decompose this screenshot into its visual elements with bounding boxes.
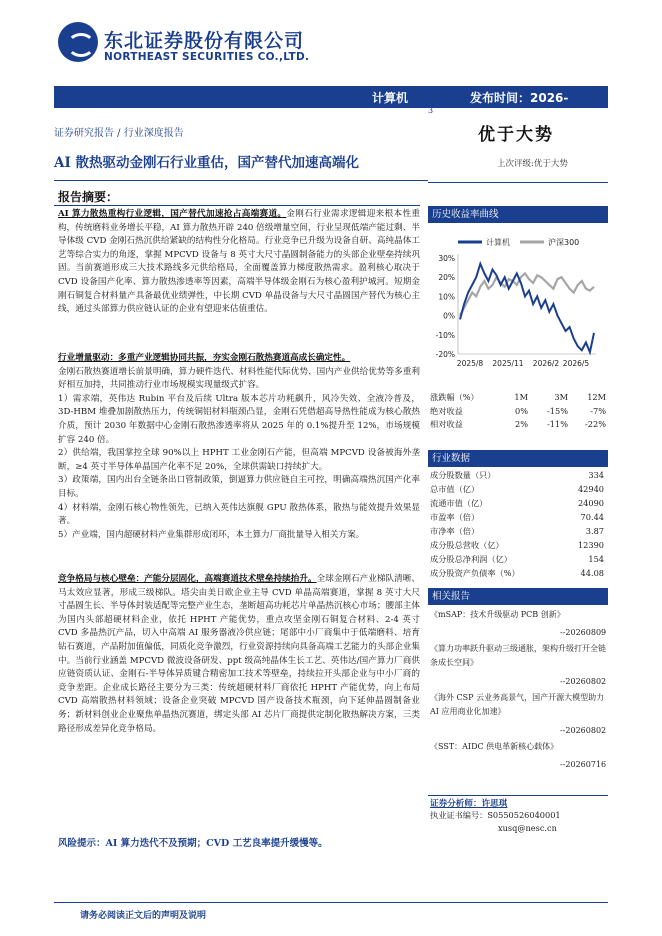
divider — [54, 205, 420, 206]
list-item: 3）政策端，国内出台全链条出口管制政策，倒逼算力供应链自主可控，明确高端热沉国产化率目标。 — [58, 475, 420, 499]
divider — [428, 182, 608, 183]
paragraph-lead: 竞争格局与核心壁垒：产能分层固化，高端赛道技术壁垒持续抬升。 — [58, 574, 317, 584]
related-report-date: --20260802 — [560, 726, 607, 735]
paragraph-body: 金刚石行业需求逻辑迎来根本性重构，传统磨料业务增长平稳，AI 算力散热开辟 240 倍级增量空间，行业呈现低端产能过剩、半导体级 CVD 金刚石热沉供给紧缺的结构性分化格局。行业竞争已升级为设备自研、高纯晶体工艺等综合实力的角逐，掌握 MPCVD 设备与 8 英寸大尺寸晶圆制备能力的头部企业壁垒持续巩固。当前赛道形成三大技术路线多元供给格局，全面覆盖算力梯度散热需求。盈利核心取决于 CVD 设备国产化率、算力散热渗透率等因素，高端半导体级金刚石为核心盈利护城河。短期金刚石铜复合材料量产具备最优业绩弹性，中长期 CVD 单晶设备与大尺寸晶圆国产替代为核心主线，通过头部算力供应链认证的企业有望迎来估值重估。 — [58, 209, 420, 315]
divider — [54, 902, 608, 903]
related-report-date: --20260802 — [560, 677, 607, 686]
divider — [54, 180, 428, 181]
related-report-date: --20260716 — [560, 760, 607, 769]
previous-rating: 上次评级:优于大势 — [497, 159, 568, 169]
paragraph-body: 全球金刚石产业梯队清晰、马太效应显著，形成三级梯队。塔尖由美日欧企业主导 CVD 单晶高端赛道，掌握 8 英寸大尺寸晶圆生长、半导体封装适配等完整产业生态，垄断超高功耗芯片单晶热沉核心市场；腰部主体为国内头部超硬材料企业，依托 HPHT 产能优势，重点攻坚金刚石铜复合材料、2-4 英寸 CVD 多晶热沉产品，切入中高端 AI 服务器液冷供应链；尾部中小厂商集中于低端磨料、培育钻石赛道，产品附加值偏低，同质化竞争激烈，行业资源持续向具备高端工艺能力的头部企业集中。当前行业涵盖 MPCVD 微波设备研发、ppt 级高纯晶体生长工艺、英伟达/国产算力厂商供应链资质认证、金刚石-半导体异质键合精密加工技术等壁垒，持续拉开头部企业与中小厂商的竞争差距。企业成长路径主要分为三类：传统超硬材料厂商依托 HPHT 产能优势，向上布局 CVD 高端散热材料领域；设备企业突破 MPCVD 国产设备技术瓶颈，向下延伸晶圆制备业务；新材料创业企业聚焦单晶热沉赛道，绑定头部 AI 芯片厂商提供定制化散热解决方案，三类路径形成差异化竞争格局。 — [58, 574, 420, 734]
perf-header-period: 12M — [587, 392, 606, 402]
analyst-name: 证券分析师：许思琪 — [430, 799, 508, 809]
performance-header: 历史收益率曲线 — [428, 206, 608, 223]
industry-label: 成分股资产负债率（%） — [430, 568, 520, 578]
industry-label: 成分股数量（只） — [430, 470, 496, 480]
related-header: 相关报告 — [428, 588, 608, 605]
list-item: 1）需求端，英伟达 Rubin 平台及后续 Ultra 版本芯片功耗飙升，风冷失效、全液冷普及，3D-HBM 堆叠加剧散热压力，传统铜铝材料瓶颈凸显，金刚石凭借超高导热性能成为核心散热介质，预计 2030 年数据中心金刚石散热渗透率将从 2025 年的 0.1%提升至 12%，市场规模扩容 240 倍。 — [58, 393, 420, 445]
perf-row-label: 绝对收益 — [430, 406, 463, 416]
industry-label: 流通市值（亿） — [430, 498, 488, 508]
related-report-link[interactable]: 《mSAP：技术升级驱动 PCB 创新》 — [430, 610, 565, 619]
paragraph-body: 金刚石散热赛道增长前景明确，算力硬件迭代、材料性能代际优势、国内产业供给优势等多重利好相互加持，共同推动行业市场规模实现量级式扩容。 — [58, 366, 420, 391]
summary-paragraph-1 — [58, 208, 420, 317]
perf-cell: -11% — [547, 419, 568, 429]
stray-digit: 3 — [428, 106, 434, 115]
list-item: 5）产业端，国内超硬材料产业集群形成闭环，本土算力厂商批量导入相关方案。 — [58, 529, 365, 540]
perf-cell: 0% — [515, 406, 528, 416]
x-tick-label: 2025/8 — [456, 359, 484, 368]
company-logo-icon — [58, 22, 98, 62]
perf-header-period: 1M — [514, 392, 528, 402]
industry-value: 24090 — [577, 498, 604, 508]
y-tick-label: 0% — [443, 311, 455, 321]
list-item: 4）材料端，金刚石核心物性领先，已纳入英伟达旗舰 GPU 散热体系，散热与能效提升效果显著。 — [58, 502, 420, 527]
related-report-link[interactable]: 《算力功率跃升驱动三级通胀，架构升级打开全链条成长空间》 — [430, 644, 606, 667]
y-tick-label: 20% — [438, 273, 455, 283]
paragraph-lead: 行业增量驱动：多重产业逻辑协同共振，夯实金刚石散热赛道高成长确定性。 — [58, 353, 351, 363]
footer-disclaimer: 请务必阅读正文后的声明及说明 — [80, 911, 207, 921]
industry-value: 154 — [588, 554, 604, 564]
breadcrumb: 证券研究报告 / 行业深度报告 — [54, 128, 184, 139]
analyst-email[interactable]: xusq@nesc.cn — [498, 823, 557, 833]
summary-paragraph-3 — [58, 573, 420, 736]
risk-warning: 风险提示：AI 算力迭代不及预期；CVD 工艺良率提升缓慢等。 — [58, 838, 328, 849]
company-name-cn: 东北证券股份有限公司 — [104, 30, 305, 52]
summary-paragraph-2 — [58, 352, 420, 542]
industry-value: 334 — [588, 470, 604, 480]
industry-label: 市盈率（倍） — [430, 512, 480, 522]
perf-cell: -15% — [547, 406, 568, 416]
perf-header-period: 3M — [554, 392, 568, 402]
x-tick-label: 2026/5 — [562, 359, 590, 368]
related-report-link[interactable]: 《海外 CSP 云业务高景气，国产开源大模型助力 AI 应用商业化加速》 — [430, 693, 605, 716]
report-category: 计算机 — [372, 91, 409, 105]
list-item: 2）供给端，我国掌控全球 90%以上 HPHT 工业金刚石产能，但高端 MPCVD 设备被海外垄断，≥4 英寸半导体单晶国产化率不足 20%，全球供需缺口持续扩大。 — [58, 448, 420, 472]
divider — [428, 795, 608, 796]
industry-label: 市净率（倍） — [430, 526, 480, 536]
industry-label: 总市值（亿） — [430, 484, 480, 494]
industry-header: 行业数据 — [428, 450, 608, 467]
analyst-license: 执业证书编号：S0550526040001 — [430, 810, 561, 820]
perf-cell: 2% — [515, 419, 528, 429]
perf-cell: -22% — [585, 419, 606, 429]
industry-value: 42940 — [577, 484, 604, 494]
x-tick-label: 2026/2 — [532, 359, 560, 368]
performance-chart — [428, 226, 608, 384]
y-tick-label: -20% — [435, 350, 455, 359]
publish-date: 发布时间：2026- — [470, 91, 569, 105]
rating: 优于大势 — [478, 125, 554, 145]
industry-label: 成分股总净利润（亿） — [430, 554, 512, 564]
related-report-link[interactable]: 《SST：AIDC 供电革新核心载体》 — [430, 742, 559, 751]
y-tick-label: -10% — [435, 330, 455, 340]
paragraph-lead: AI 算力散热重构行业逻辑，国产替代加速抢占高端赛道。 — [58, 209, 287, 219]
perf-row-label: 相对收益 — [430, 419, 463, 429]
summary-heading: 报告摘要： — [58, 190, 119, 204]
industry-value: 44.08 — [580, 568, 604, 578]
y-tick-label: 10% — [438, 292, 455, 302]
page-title: AI 散热驱动金刚石行业重估，国产替代加速高端化 — [54, 155, 359, 171]
legend-label: 沪深300 — [548, 238, 580, 247]
legend-label: 计算机 — [486, 238, 510, 247]
y-tick-label: 30% — [438, 254, 455, 263]
related-report-date: --20260809 — [560, 628, 607, 637]
industry-label: 成分股总营收（亿） — [430, 540, 504, 550]
industry-value: 70.44 — [580, 512, 604, 522]
industry-value: 3.87 — [585, 526, 604, 536]
company-name-en: NORTHEAST SECURITIES CO.,LTD. — [104, 51, 310, 63]
perf-header-label: 涨跌幅（%） — [430, 392, 479, 402]
x-tick-label: 2025/11 — [492, 359, 524, 368]
industry-value: 12390 — [577, 540, 604, 550]
perf-cell: -7% — [590, 406, 606, 416]
